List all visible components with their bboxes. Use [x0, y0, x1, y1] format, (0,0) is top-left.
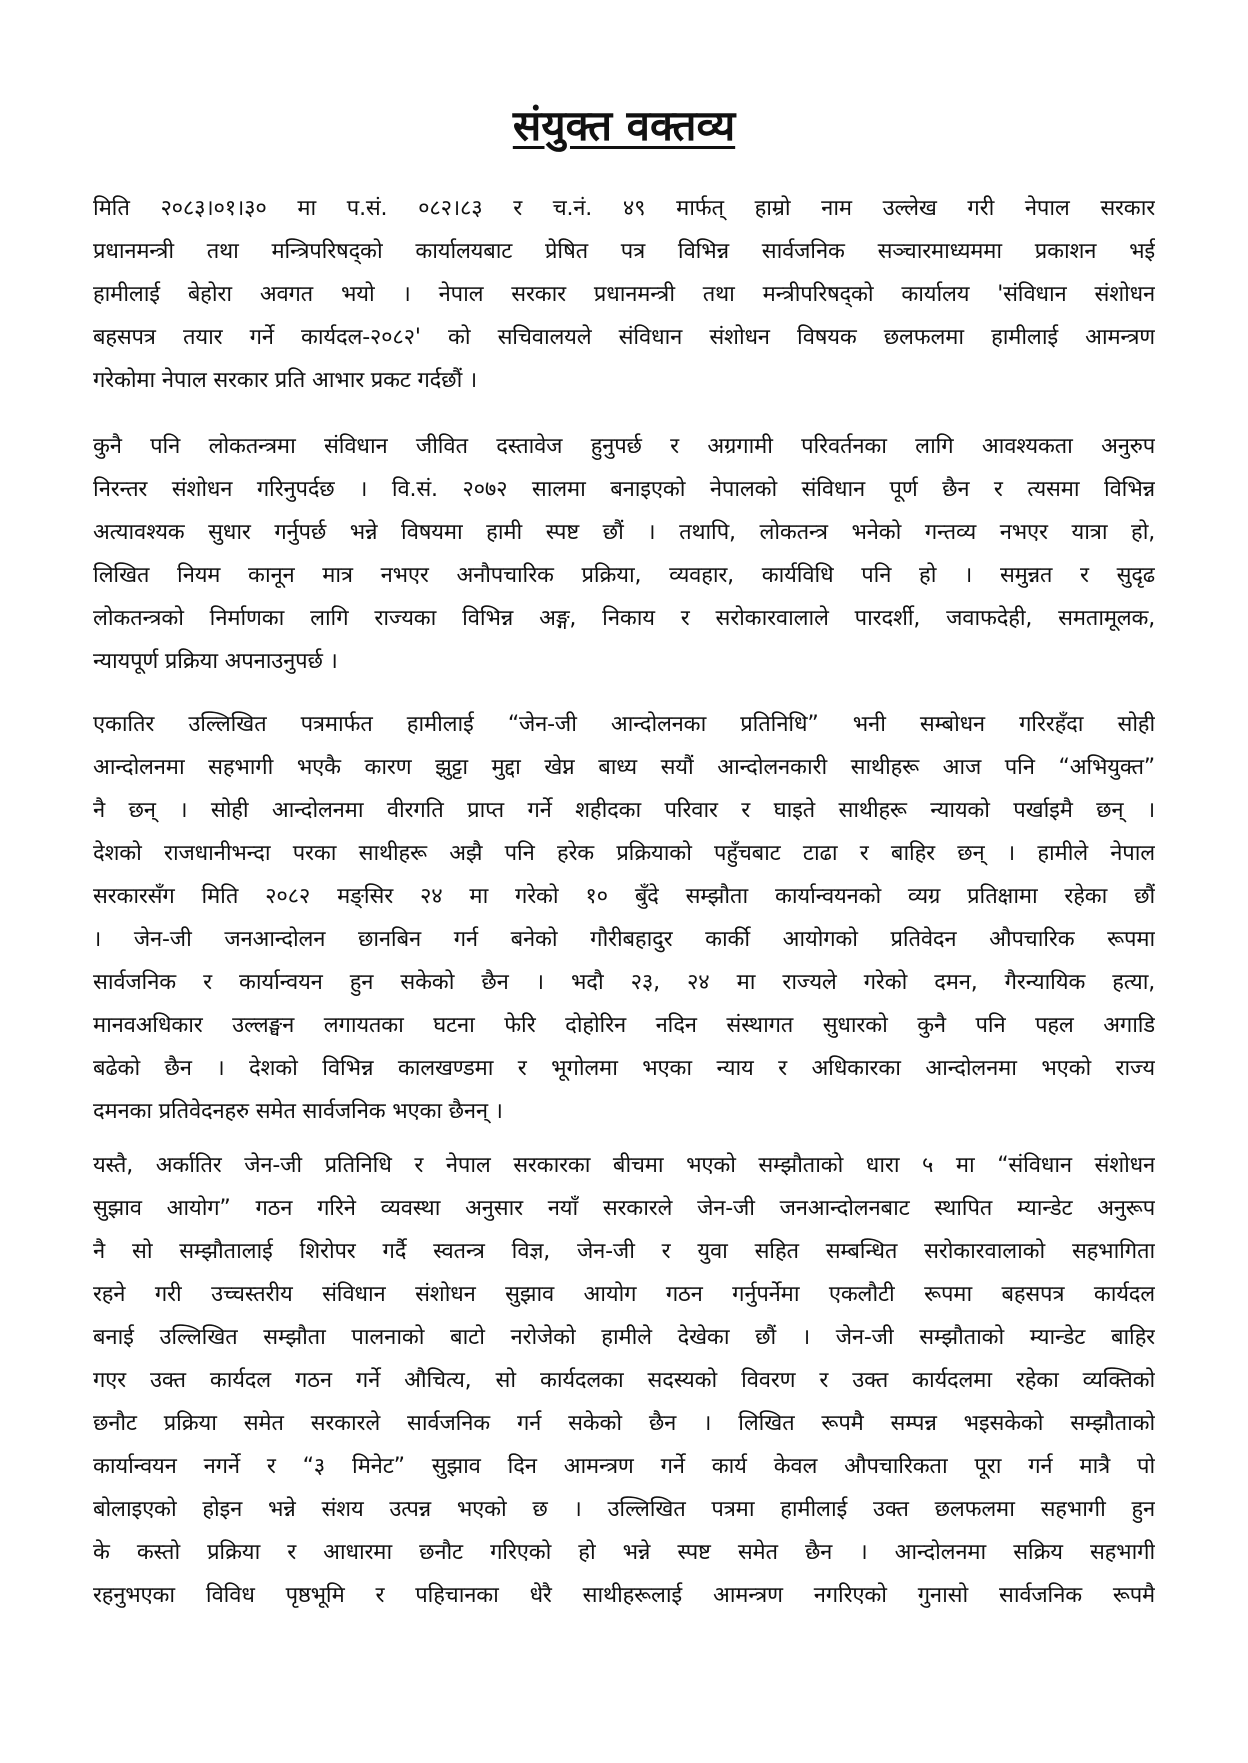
paragraph-3	[93, 703, 1155, 1133]
paragraph-line: कुनै पनि लोकतन्त्रमा संविधान जीवित दस्तावेज हुनुपर्छ र अग्रगामी परिवर्तनका लागि आवश्यकता अनुरुप	[93, 434, 1155, 459]
paragraph-line: बनाई उल्लिखित सम्झौता पालनाको बाटो नरोजेको हामीले देखेका छौं । जेन-जी सम्झौताको म्यान्डेट बाहिर	[93, 1325, 1155, 1350]
paragraph-line: के कस्तो प्रक्रिया र आधारमा छनौट गरिएको हो भन्ने स्पष्ट समेत छैन । आन्दोलनमा सक्रिय सहभागी	[93, 1540, 1155, 1565]
paragraph-line: रहने गरी उच्चस्तरीय संविधान संशोधन सुझाव आयोग गठन गर्नुपर्नेमा एकलौटी रूपमा बहसपत्र कार्यदल	[93, 1282, 1155, 1307]
paragraph-line: यस्तै, अर्कातिर जेन-जी प्रतिनिधि र नेपाल सरकारका बीचमा भएको सम्झौताको धारा ५ मा “संविधान संशोधन	[93, 1153, 1155, 1178]
paragraph-line: बोलाइएको होइन भन्ने संशय उत्पन्न भएको छ । उल्लिखित पत्रमा हामीलाई उक्त छलफलमा सहभागी हुन	[93, 1497, 1155, 1522]
paragraph-line: बढेको छैन । देशको विभिन्न कालखण्डमा र भूगोलमा भएका न्याय र अधिकारका आन्दोलनमा भएको राज्य	[93, 1056, 1155, 1081]
paragraph-line: देशको राजधानीभन्दा परका साथीहरू अझै पनि हरेक प्रक्रियाको पहुँचबाट टाढा र बाहिर छन् । हामीले नेपाल	[93, 841, 1155, 866]
paragraph-line: प्रधानमन्त्री तथा मन्त्रिपरिषद्को कार्यालयबाट प्रेषित पत्र विभिन्न सार्वजनिक सञ्चारमाध्यममा प्रकाशन भई	[93, 239, 1155, 264]
paragraph-line: न्यायपूर्ण प्रक्रिया अपनाउनुपर्छ ।	[93, 649, 338, 674]
paragraph-line: छनौट प्रक्रिया समेत सरकारले सार्वजनिक गर्न सकेको छैन । लिखित रूपमै सम्पन्न भइसकेको सम्झौताको	[93, 1411, 1155, 1436]
paragraph-line: कार्यान्वयन नगर्ने र “३ मिनेट” सुझाव दिन आमन्त्रण गर्ने कार्य केवल औपचारिकता पूरा गर्न मात्रै पो	[93, 1454, 1155, 1479]
paragraph-line: अत्यावश्यक सुधार गर्नुपर्छ भन्ने विषयमा हामी स्पष्ट छौं । तथापि, लोकतन्त्र भनेको गन्तव्य नभएर यात्रा हो,	[93, 520, 1155, 545]
paragraph-line: सार्वजनिक र कार्यान्वयन हुन सकेको छैन । भदौ २३, २४ मा राज्यले गरेको दमन, गैरन्यायिक हत्या,	[93, 970, 1155, 995]
document-title-text: संयुक्त वक्तव्य	[512, 101, 736, 150]
paragraph-line: गरेकोमा नेपाल सरकार प्रति आभार प्रकट गर्दछौं ।	[93, 368, 477, 393]
paragraph-line: बहसपत्र तयार गर्ने कार्यदल-२०८२' को सचिवालयले संविधान संशोधन विषयक छलफलमा हामीलाई आमन्त्रण	[93, 325, 1155, 350]
paragraph-2	[93, 425, 1155, 683]
paragraph-line: नै सो सम्झौतालाई शिरोपर गर्दै स्वतन्त्र विज्ञ, जेन-जी र युवा सहित सम्बन्धित सरोकारवालाको सहभागिता	[93, 1239, 1155, 1264]
paragraph-line: एकातिर उल्लिखित पत्रमार्फत हामीलाई “जेन-जी आन्दोलनका प्रतिनिधि” भनी सम्बोधन गरिरहँदा सोही	[93, 712, 1155, 737]
paragraph-line: लिखित नियम कानून मात्र नभएर अनौपचारिक प्रक्रिया, व्यवहार, कार्यविधि पनि हो । समुन्नत र सुदृढ	[93, 563, 1155, 588]
paragraph-line: मानवअधिकार उल्लङ्घन लगायतका घटना फेरि दोहोरिन नदिन संस्थागत सुधारको कुनै पनि पहल अगाडि	[93, 1013, 1155, 1038]
paragraph-1	[93, 187, 1155, 402]
paragraph-line: हामीलाई बेहोरा अवगत भयो । नेपाल सरकार प्रधानमन्त्री तथा मन्त्रीपरिषद्को कार्यालय 'संविधान संशोधन	[93, 282, 1155, 307]
paragraph-line: लोकतन्त्रको निर्माणका लागि राज्यका विभिन्न अङ्ग, निकाय र सरोकारवालाले पारदर्शी, जवाफदेही, समतामूलक,	[93, 606, 1155, 631]
paragraph-line: निरन्तर संशोधन गरिनुपर्दछ । वि.सं. २०७२ सालमा बनाइएको नेपालको संविधान पूर्ण छैन र त्यसमा विभिन्न	[93, 477, 1155, 502]
paragraph-line: सुझाव आयोग” गठन गरिने व्यवस्था अनुसार नयाँ सरकारले जेन-जी जनआन्दोलनबाट स्थापित म्यान्डेट अनुरूप	[93, 1196, 1155, 1221]
paragraph-line: मिति २०८३।०१।३० मा प.सं. ०८२।८३ र च.नं. ४९ मार्फत् हाम्रो नाम उल्लेख गरी नेपाल सरकार	[93, 196, 1155, 221]
paragraph-line: सरकारसँग मिति २०८२ मङ्सिर २४ मा गरेको १० बुँदे सम्झौता कार्यान्वयनको व्यग्र प्रतिक्षामा रहेका छौं	[93, 884, 1155, 909]
paragraph-line: नै छन् । सोही आन्दोलनमा वीरगति प्राप्त गर्ने शहीदका परिवार र घाइते साथीहरू न्यायको पर्खाइमै छन् ।	[93, 798, 1155, 823]
paragraph-line: दमनका प्रतिवेदनहरु समेत सार्वजनिक भएका छैनन् ।	[93, 1099, 503, 1124]
paragraph-line: आन्दोलनमा सहभागी भएकै कारण झुट्टा मुद्दा खेप्न बाध्य सयौं आन्दोलनकारी साथीहरू आज पनि “अभियुक्त”	[93, 755, 1155, 780]
paragraph-4	[93, 1144, 1155, 1617]
paragraph-line: गएर उक्त कार्यदल गठन गर्ने औचित्य, सो कार्यदलका सदस्यको विवरण र उक्त कार्यदलमा रहेका व्यक्तिको	[93, 1368, 1155, 1393]
paragraph-line: रहनुभएका विविध पृष्ठभूमि र पहिचानका धेरै साथीहरूलाई आमन्त्रण नगरिएको गुनासो सार्वजनिक रूपमै	[93, 1583, 1155, 1608]
document-title	[0, 98, 1248, 154]
paragraph-line: । जेन-जी जनआन्दोलन छानबिन गर्न बनेको गौरीबहादुर कार्की आयोगको प्रतिवेदन औपचारिक रूपमा	[93, 927, 1155, 952]
